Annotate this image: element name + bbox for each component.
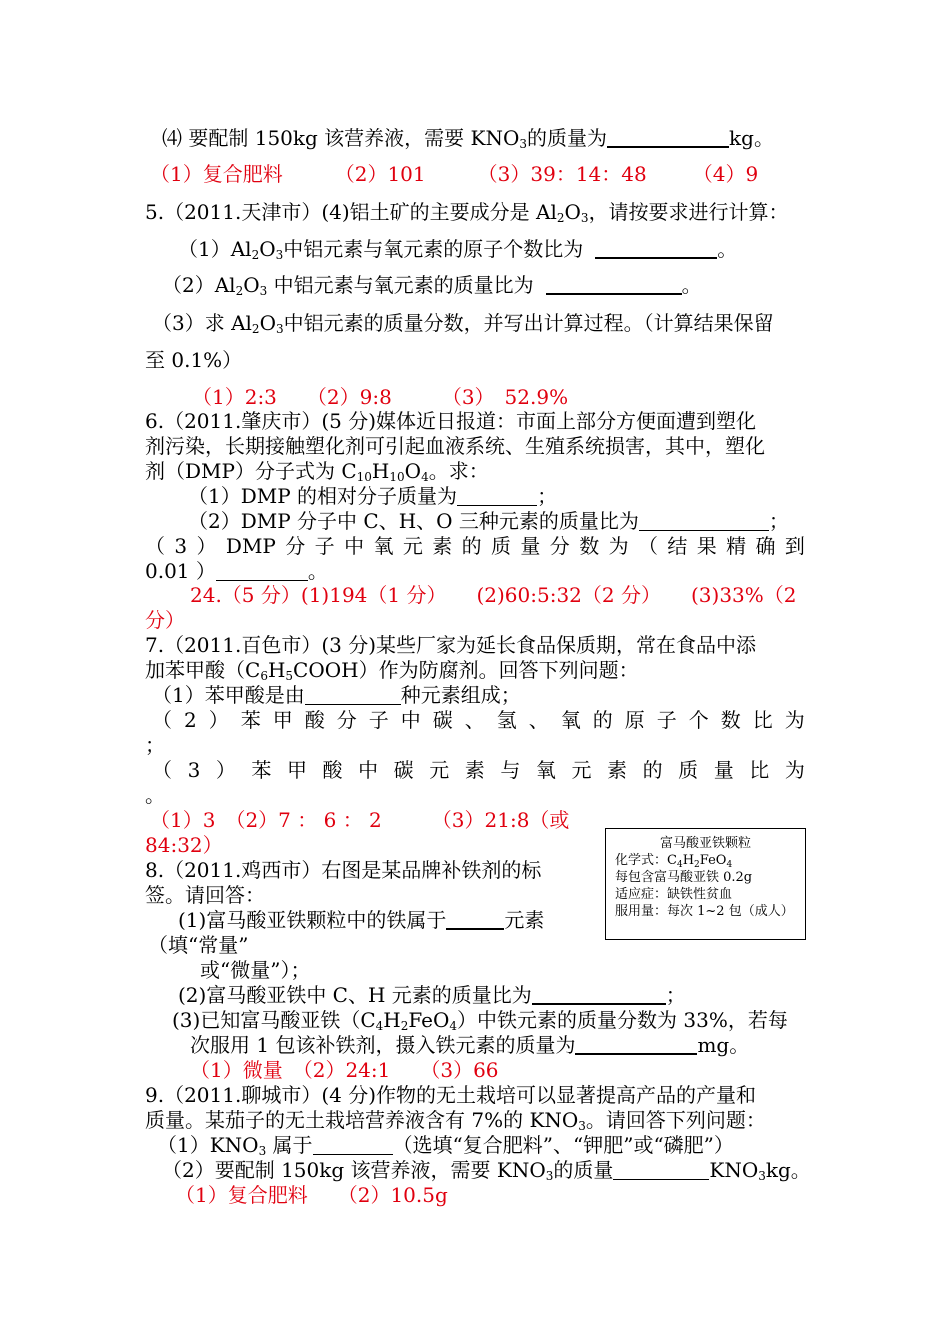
question-text: （1）DMP 的相对分子质量为	[188, 484, 458, 508]
justified-char: DMP	[225, 534, 276, 558]
answer-blank[interactable]	[607, 126, 729, 148]
justified-char: 素	[607, 758, 628, 782]
subscript: 5	[285, 669, 294, 683]
answer-blank[interactable]	[595, 237, 717, 259]
subscript: 3	[275, 248, 284, 262]
question-text: 中铝元素与氧元素的质量比为	[267, 273, 534, 297]
justified-char: 2	[184, 708, 197, 732]
question-text: 剂（DMP）分子式为 C	[145, 459, 357, 483]
subscript: 2	[235, 284, 244, 298]
question-text: 次服用 1 包该补铁剂，摄入铁元素的质量为	[190, 1033, 576, 1057]
justified-char: 素	[464, 758, 485, 782]
justified-char: 到	[784, 534, 805, 558]
answer-line: （1）复合肥料 （2）10.5g	[175, 1183, 448, 1207]
justified-char: 比	[749, 758, 770, 782]
justified-char: ）	[208, 708, 229, 732]
question-7-line-1: 7.（2011.百色市）(3 分)某些厂家为延长食品保质期，常在食品中添	[145, 633, 757, 657]
justified-char: 的	[642, 758, 663, 782]
question-text: （3）求 Al	[152, 311, 252, 335]
question-text: H	[371, 459, 390, 483]
justified-char: 数	[720, 708, 741, 732]
question-6-part-1	[188, 483, 557, 509]
question-7-part-3-end: 。	[145, 783, 165, 807]
question-text: 中铝元素与氧元素的原子个数比为	[283, 237, 584, 261]
question-text: FeO	[408, 1008, 450, 1032]
label-title: 富马酸亚铁颗粒	[659, 836, 751, 851]
question-text: （1）KNO	[157, 1133, 259, 1157]
justified-char: 碳	[393, 758, 414, 782]
justified-char: 酸	[304, 708, 325, 732]
subscript: 4	[375, 1019, 384, 1033]
justified-char: 氧	[373, 534, 394, 558]
question-8-part-2	[178, 982, 686, 1008]
question-8-part-1-cont: 或“微量”）；	[200, 958, 311, 982]
question-text: （1）苯甲酸是由	[152, 683, 305, 707]
question-text: 。	[717, 237, 738, 261]
question-8-part-1-cont: （填“常量”	[148, 933, 249, 957]
question-text: 的质量为	[527, 126, 608, 150]
justified-char: 、	[528, 708, 549, 732]
answer-blank[interactable]	[546, 273, 682, 295]
question-5-part-2	[162, 272, 702, 298]
question-text: 中铝元素的质量分数，并写出计算过程。（计算结果保留	[283, 311, 774, 335]
supplement-label-box	[605, 828, 806, 940]
justified-char: 分	[549, 534, 570, 558]
justified-char: 为	[608, 534, 629, 558]
justified-char: 子	[368, 708, 389, 732]
justified-char: ）	[215, 758, 236, 782]
justified-char: 结	[667, 534, 688, 558]
justified-char: 中	[344, 534, 365, 558]
justified-char: 数	[579, 534, 600, 558]
justified-char: 、	[464, 708, 485, 732]
answer-line: （1）微量 （2）24:1 （3）66	[190, 1058, 499, 1082]
question-9-line-2	[145, 1107, 766, 1133]
subscript: 4	[449, 1019, 458, 1033]
question-text: （2）要配制 150kg 该营养液，需要 KNO	[162, 1158, 546, 1182]
question-text: ，请按要求进行计算：	[588, 200, 789, 224]
justified-char: ）	[196, 534, 217, 558]
answer-blank[interactable]	[216, 560, 308, 581]
subscript: 2	[251, 248, 260, 262]
subscript: 4	[421, 470, 429, 484]
question-text: （选填“复合肥料”、“钾肥”或“磷肥”）	[392, 1133, 734, 1157]
justified-char: 果	[696, 534, 717, 558]
label-dose: 每包含富马酸亚铁 0.2g	[615, 870, 753, 885]
answer-part: （2）101	[334, 162, 426, 186]
justified-char: 分	[336, 708, 357, 732]
question-text: O	[243, 273, 260, 297]
question-text: COOH）作为防腐剂。回答下列问题：	[293, 658, 639, 682]
justified-char: 确	[755, 534, 776, 558]
question-text: (1)富马酸亚铁颗粒中的铁属于	[178, 908, 447, 932]
question-text: ；	[768, 509, 789, 533]
justified-char: 3	[174, 534, 188, 558]
question-text: ；	[665, 983, 686, 1007]
question-text: 元素	[504, 908, 545, 932]
justified-char: 3	[187, 758, 201, 782]
question-text: 。	[681, 273, 702, 297]
answer-line	[150, 161, 758, 187]
question-text: O	[564, 200, 581, 224]
question-text: 质量。某茄子的无土栽培营养液含有 7%的 KNO	[145, 1108, 579, 1132]
subscript: 3	[578, 1119, 586, 1133]
question-9-part-2	[162, 1157, 811, 1183]
subscript: 3	[758, 1169, 766, 1183]
question-text: mg。	[697, 1033, 750, 1057]
question-text: ⑷ 要配制 150kg 该营养液，需要 KNO	[162, 126, 520, 150]
question-text: (2)富马酸亚铁中 C、H 元素的质量比为	[178, 983, 532, 1007]
answer-part: （1）复合肥料	[150, 162, 283, 186]
question-8-line-2: 签。请回答：	[145, 883, 265, 907]
answer-blank[interactable]	[457, 485, 537, 506]
question-text: H	[383, 1008, 401, 1032]
justified-char: （	[152, 708, 172, 732]
label-text: FeO	[699, 853, 727, 868]
answer-blank[interactable]	[575, 1033, 697, 1055]
question-text: 。请回答下列问题：	[585, 1108, 766, 1132]
question-text: （2）Al	[162, 273, 236, 297]
question-text: ）中铁元素的质量分数为 33%，若每	[457, 1008, 788, 1032]
subscript: 10	[356, 470, 372, 484]
question-5-heading	[145, 199, 789, 225]
question-5-part-1	[178, 236, 737, 262]
question-8-part-3	[172, 1007, 788, 1033]
question-text: O	[404, 459, 422, 483]
subscript: 2	[400, 1019, 409, 1033]
question-text: 加苯甲酸（C	[145, 658, 261, 682]
justified-char: 元	[571, 758, 592, 782]
subscript: 10	[389, 470, 405, 484]
subscript: 3	[519, 137, 528, 151]
answer-blank[interactable]	[446, 908, 504, 930]
justified-char: 甲	[286, 758, 307, 782]
justified-char: 中	[358, 758, 379, 782]
label-formula	[606, 852, 805, 869]
subscript: 2	[694, 860, 700, 870]
justified-char: 中	[400, 708, 421, 732]
justified-char: 元	[402, 534, 423, 558]
question-text: (3)已知富马酸亚铁（C	[172, 1008, 376, 1032]
question-6-part-3-cont	[145, 558, 328, 584]
justified-char: （	[637, 534, 658, 558]
justified-char: 素	[432, 534, 453, 558]
answer-blank[interactable]	[613, 1159, 709, 1180]
question-text: O	[259, 237, 276, 261]
answer-part: （4）9	[692, 162, 759, 186]
question-6-line-3	[145, 458, 489, 484]
subscript: 3	[580, 211, 589, 225]
justified-char: 酸	[322, 758, 343, 782]
justified-char: 氢	[496, 708, 517, 732]
justified-char: 碳	[432, 708, 453, 732]
justified-char: 苯	[251, 758, 272, 782]
justified-char: （	[152, 758, 172, 782]
label-usage: 服用量：每次 1~2 包（成人）	[615, 904, 794, 919]
justified-char: 与	[500, 758, 521, 782]
label-text: 化学式：C	[615, 853, 677, 868]
question-5-part-3	[152, 310, 774, 336]
justified-char: 个	[688, 708, 709, 732]
question-8-part-1	[178, 907, 544, 933]
justified-char: 为	[784, 758, 805, 782]
unit-text: kg。	[729, 126, 774, 150]
answer-line: 分）	[145, 608, 185, 632]
answer-line: （1）3 （2）7 ： 6 ： 2 （3）21:8（或	[150, 808, 570, 832]
justified-char: 子	[314, 534, 335, 558]
subscript: 2	[251, 322, 260, 336]
justified-char: 氧	[560, 708, 581, 732]
justified-char: 量	[713, 758, 734, 782]
justified-char: 比	[752, 708, 773, 732]
question-9-part-1	[157, 1132, 734, 1158]
justified-char: 质	[491, 534, 512, 558]
justified-char: 苯	[240, 708, 261, 732]
question-text: ；	[537, 484, 558, 508]
justified-char: 子	[656, 708, 677, 732]
question-text: 0.01 ）	[145, 559, 216, 583]
answer-blank[interactable]	[305, 684, 401, 705]
justified-char: 分	[285, 534, 306, 558]
question-8-line-1: 8.（2011.鸡西市）右图是某品牌补铁剂的标	[145, 858, 542, 882]
question-text: O	[259, 311, 276, 335]
subscript: 6	[260, 669, 268, 683]
label-indication: 适应症：缺铁性贫血	[615, 887, 733, 902]
justified-char: 元	[429, 758, 450, 782]
justified-char: 的	[461, 534, 482, 558]
question-text: H	[267, 658, 286, 682]
answer-line: 24.（5 分）(1)194（1 分） (2)60:5:32（2 分） (3)33%（2	[190, 583, 797, 607]
justified-char: 原	[624, 708, 645, 732]
subscript: 3	[275, 322, 284, 336]
question-6-line-2: 剂污染，长期接触塑化剂可引起血液系统、生殖系统损害，其中，塑化	[145, 434, 765, 458]
justified-char: 精	[726, 534, 747, 558]
justified-char: 氧	[535, 758, 556, 782]
question-7-line-2	[145, 657, 639, 683]
justified-char: （	[145, 534, 165, 558]
question-text: 。求：	[428, 459, 489, 483]
question-5-part-3-cont: 至 0.1%）	[145, 348, 243, 372]
question-text: 的质量	[553, 1158, 614, 1182]
answer-line: （1）2:3 （2）9:8 （3） 52.9%	[192, 385, 569, 409]
subscript: 2	[556, 211, 565, 225]
subscript: 4	[676, 860, 683, 870]
question-text: 。	[307, 559, 328, 583]
justified-char: 的	[592, 708, 613, 732]
answer-part: （3）39：14：48	[477, 162, 647, 186]
question-7-part-2-end: ；	[145, 733, 165, 757]
answer-blank[interactable]	[639, 510, 769, 531]
question-text: 种元素组成；	[400, 683, 521, 707]
question-7-part-2	[152, 707, 805, 733]
justified-char: 甲	[272, 708, 293, 732]
question-text: 属于	[266, 1133, 313, 1157]
question-text: （2）DMP 分子中 C、H、O 三种元素的质量比为	[188, 509, 639, 533]
answer-blank[interactable]	[313, 1134, 393, 1155]
justified-char: 为	[784, 708, 805, 732]
question-text: 5.（2011.天津市）(4)铝土矿的主要成分是 Al	[145, 200, 557, 224]
subscript: 3	[545, 1169, 554, 1183]
question-7-part-3	[152, 757, 805, 783]
subscript: 3	[258, 1144, 267, 1158]
question-8-part-3-cont	[190, 1032, 749, 1058]
justified-char: 质	[678, 758, 699, 782]
question-text: （1）Al	[178, 237, 252, 261]
question-6-part-3	[145, 533, 805, 559]
subscript: 3	[259, 284, 268, 298]
question-6-line-1: 6.（2011.肇庆市）(5 分)媒体近日报道：市面上部分方便面遭到塑化	[145, 409, 757, 433]
answer-line: 84:32）	[145, 833, 223, 857]
question-text: kg。	[765, 1158, 811, 1182]
question-text: KNO	[709, 1158, 759, 1182]
label-text: H	[682, 853, 695, 868]
answer-blank[interactable]	[532, 983, 666, 1005]
question-9-line-1: 9.（2011.聊城市）(4 分)作物的无土栽培可以显著提高产品的产量和	[145, 1083, 757, 1107]
justified-char: 量	[520, 534, 541, 558]
question-7-part-1	[152, 682, 521, 708]
subscript: 4	[726, 860, 733, 870]
question-6-part-2	[188, 508, 789, 534]
question-4-line	[162, 125, 774, 151]
